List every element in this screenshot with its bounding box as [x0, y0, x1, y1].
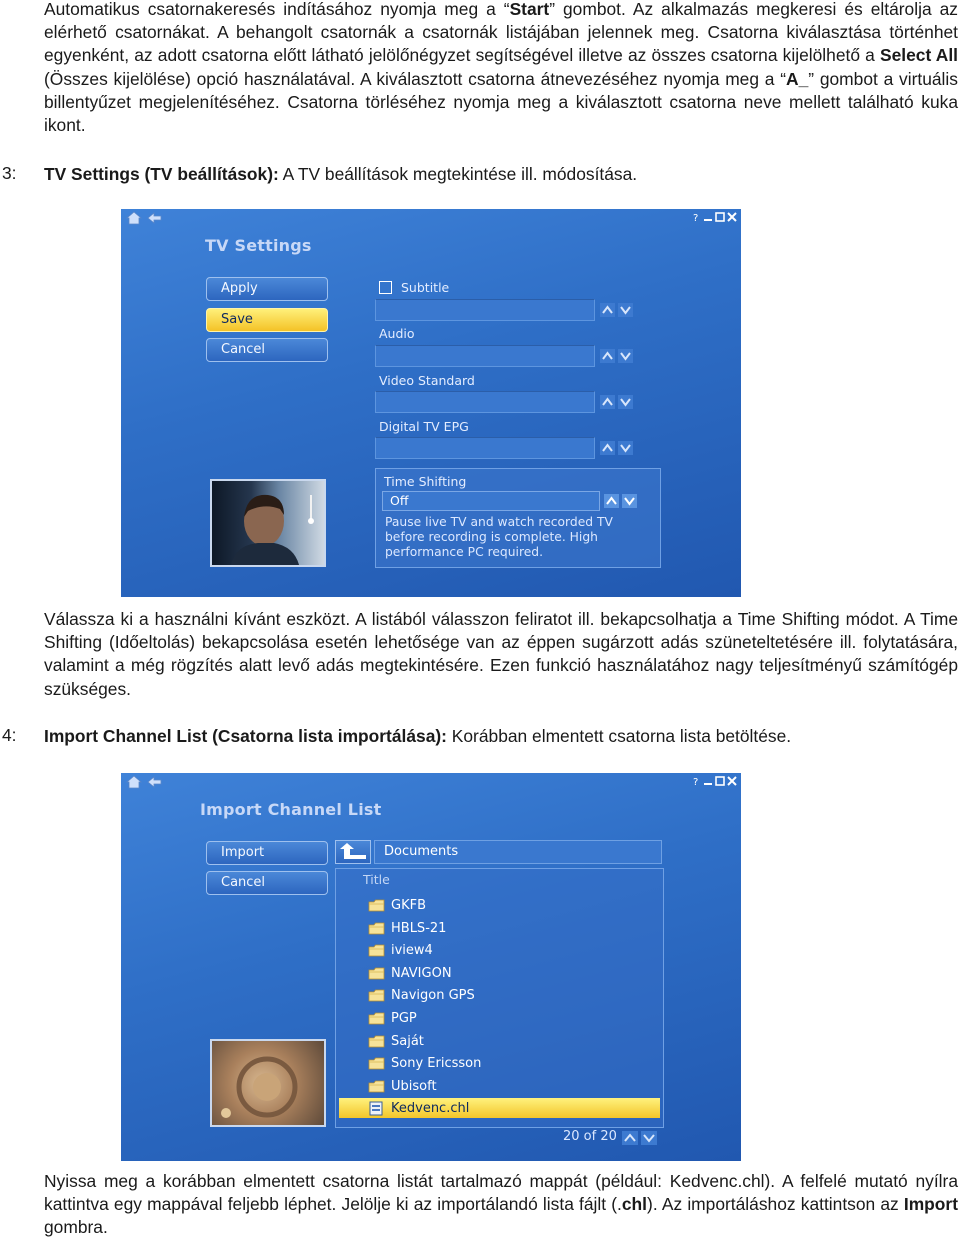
up-arrow-icon: [336, 841, 370, 863]
audio-label: Audio: [379, 326, 415, 341]
digital-tv-epg-up-down-icon[interactable]: [600, 441, 634, 455]
import-button[interactable]: Import: [206, 841, 328, 865]
item-label: Sony Ericsson: [391, 1056, 482, 1072]
chl-keyword: chl: [621, 1194, 648, 1215]
folder-icon: [368, 966, 385, 981]
video-standard-select[interactable]: [375, 391, 595, 413]
help-icon[interactable]: [691, 212, 701, 222]
subtitle-up-down-icon[interactable]: [600, 303, 634, 317]
item-count: 20 of 20: [563, 1129, 617, 1144]
save-button[interactable]: Save: [206, 308, 328, 332]
audio-up-down-icon[interactable]: [600, 349, 634, 363]
presenter-image: [212, 481, 326, 567]
import-channel-list-window: [121, 773, 741, 1161]
video-standard-label: Video Standard: [379, 373, 475, 388]
digital-tv-epg-select[interactable]: [375, 437, 595, 459]
folder-icon: [368, 943, 385, 958]
file-icon: [368, 1101, 385, 1116]
selected-row-highlight: [339, 1098, 660, 1118]
page-up-down-icon[interactable]: [622, 1131, 658, 1145]
title-column-header: Title: [363, 872, 390, 887]
item-label: HBLS-21: [391, 920, 447, 936]
a-key-keyword: A_: [786, 68, 809, 89]
time-shifting-up-down-icon[interactable]: [604, 494, 638, 508]
tv-settings-window: [121, 209, 741, 597]
window-top-bar: [121, 209, 741, 229]
back-arrow-icon[interactable]: [146, 211, 162, 225]
item-label: Navigon GPS: [391, 988, 475, 1004]
page-title: Import Channel List: [200, 800, 382, 819]
subtitle-checkbox[interactable]: [379, 281, 392, 294]
close-icon[interactable]: [727, 212, 737, 222]
item-label: GKFB: [391, 898, 426, 913]
svg-text:?: ?: [693, 777, 699, 786]
minimize-icon[interactable]: [703, 212, 713, 222]
item-3-heading: TV Settings (TV beállítások): A TV beállítások megtekintése ill. módosítása.: [44, 164, 638, 184]
subtitle-label: Subtitle: [401, 280, 450, 295]
preview-image: [212, 1041, 326, 1127]
select-all-keyword: Select All: [880, 45, 958, 66]
page-title: TV Settings: [205, 236, 312, 255]
time-shifting-panel: [375, 468, 661, 568]
back-arrow-icon[interactable]: [146, 775, 162, 789]
apply-button[interactable]: Apply: [206, 277, 328, 301]
import-keyword: Import: [903, 1194, 958, 1215]
minimize-icon[interactable]: [703, 776, 713, 786]
import-description: Nyissa meg a korábban elmentett csatorna listát tartalmazó mappát (például: Kedvenc.chl). A felfelé mutató nyílra kattintva egy mappával feljebb léphet. Jelölje ki az importálandó lista fájlt (.chl). Az importáláshoz kattintson az Import gombra.: [44, 1171, 958, 1238]
close-icon[interactable]: [727, 776, 737, 786]
home-icon[interactable]: [126, 775, 142, 789]
svg-text:?: ?: [693, 213, 699, 222]
item-label: iview4: [391, 943, 433, 959]
item-label: Kedvenc.chl: [391, 1101, 470, 1117]
home-icon[interactable]: [126, 211, 142, 225]
item-4-heading: Import Channel List (Csatorna lista importálása): Korábban elmentett csatorna lista betöltése.: [44, 726, 792, 746]
item-4-number: 4:: [2, 725, 17, 745]
folder-up-button[interactable]: [335, 840, 371, 864]
maximize-icon[interactable]: [715, 212, 725, 222]
folder-icon: [368, 898, 385, 913]
folder-icon: [368, 1034, 385, 1049]
item-label: Ubisoft: [391, 1078, 437, 1094]
item-label: PGP: [391, 1011, 417, 1026]
time-shifting-label: Time Shifting: [384, 474, 467, 489]
tv-settings-description: Válassza ki a használni kívánt eszközt. A listából válasszon feliratot ill. bekapcsolhatja a Time Shifting módot. A Time Shifting (Időeltolás) bekapcsolása esetén lehetősége van az éppen sugárzott adás szüneteltetésére ill. folytatására, valamint a még rögzítés alatt levő adás megtekintésére. Ezen funkció használatához nagy teljesítményű számítógép szükséges.: [44, 609, 958, 699]
help-icon[interactable]: [691, 776, 701, 786]
time-shifting-select[interactable]: Off: [382, 491, 600, 511]
preview-thumbnail[interactable]: [210, 1039, 326, 1127]
folder-icon: [368, 1079, 385, 1094]
audio-select[interactable]: [375, 345, 595, 367]
subtitle-select[interactable]: [375, 299, 595, 321]
cancel-button[interactable]: Cancel: [206, 871, 328, 895]
item-label: NAVIGON: [391, 965, 452, 981]
digital-tv-epg-label: Digital TV EPG: [379, 419, 469, 434]
folder-icon: [368, 988, 385, 1003]
folder-icon: [368, 921, 385, 936]
item-3-number: 3:: [2, 163, 17, 183]
folder-icon: [368, 1011, 385, 1026]
time-shifting-description: Pause live TV and watch recorded TV before recording is complete. High performance PC required.: [385, 515, 613, 559]
video-standard-up-down-icon[interactable]: [600, 395, 634, 409]
maximize-icon[interactable]: [715, 776, 725, 786]
intro-paragraph: Automatikus csatornakeresés indításához nyomja meg a “Start” gombot. Az alkalmazás megkeresi és eltárolja az elérhető csatornákat. A behangolt csatornák a csatornák listájában jelennek meg. Csatorna kiválasztása történhet egyenként, az adott csatorna előtt látható jelölőnégyzet segítségével illetve az összes csatorna kijelölhető a Select All (Összes kijelölése) opció használatával. A kiválasztott csatorna átnevezéséhez nyomja meg a “A_” gombot a virtuális billentyűzet megjelenítéséhez. Csatorna törléséhez nyomja meg a kiválasztott csatorna neve mellett található kuka ikont.: [44, 0, 958, 136]
start-keyword: Start: [509, 0, 550, 19]
tv-preview-thumbnail[interactable]: [210, 479, 326, 567]
cancel-button[interactable]: Cancel: [206, 338, 328, 362]
folder-icon: [368, 1056, 385, 1071]
item-label: Saját: [391, 1033, 424, 1049]
window-top-bar: [121, 773, 741, 793]
current-folder: Documents: [374, 840, 662, 864]
